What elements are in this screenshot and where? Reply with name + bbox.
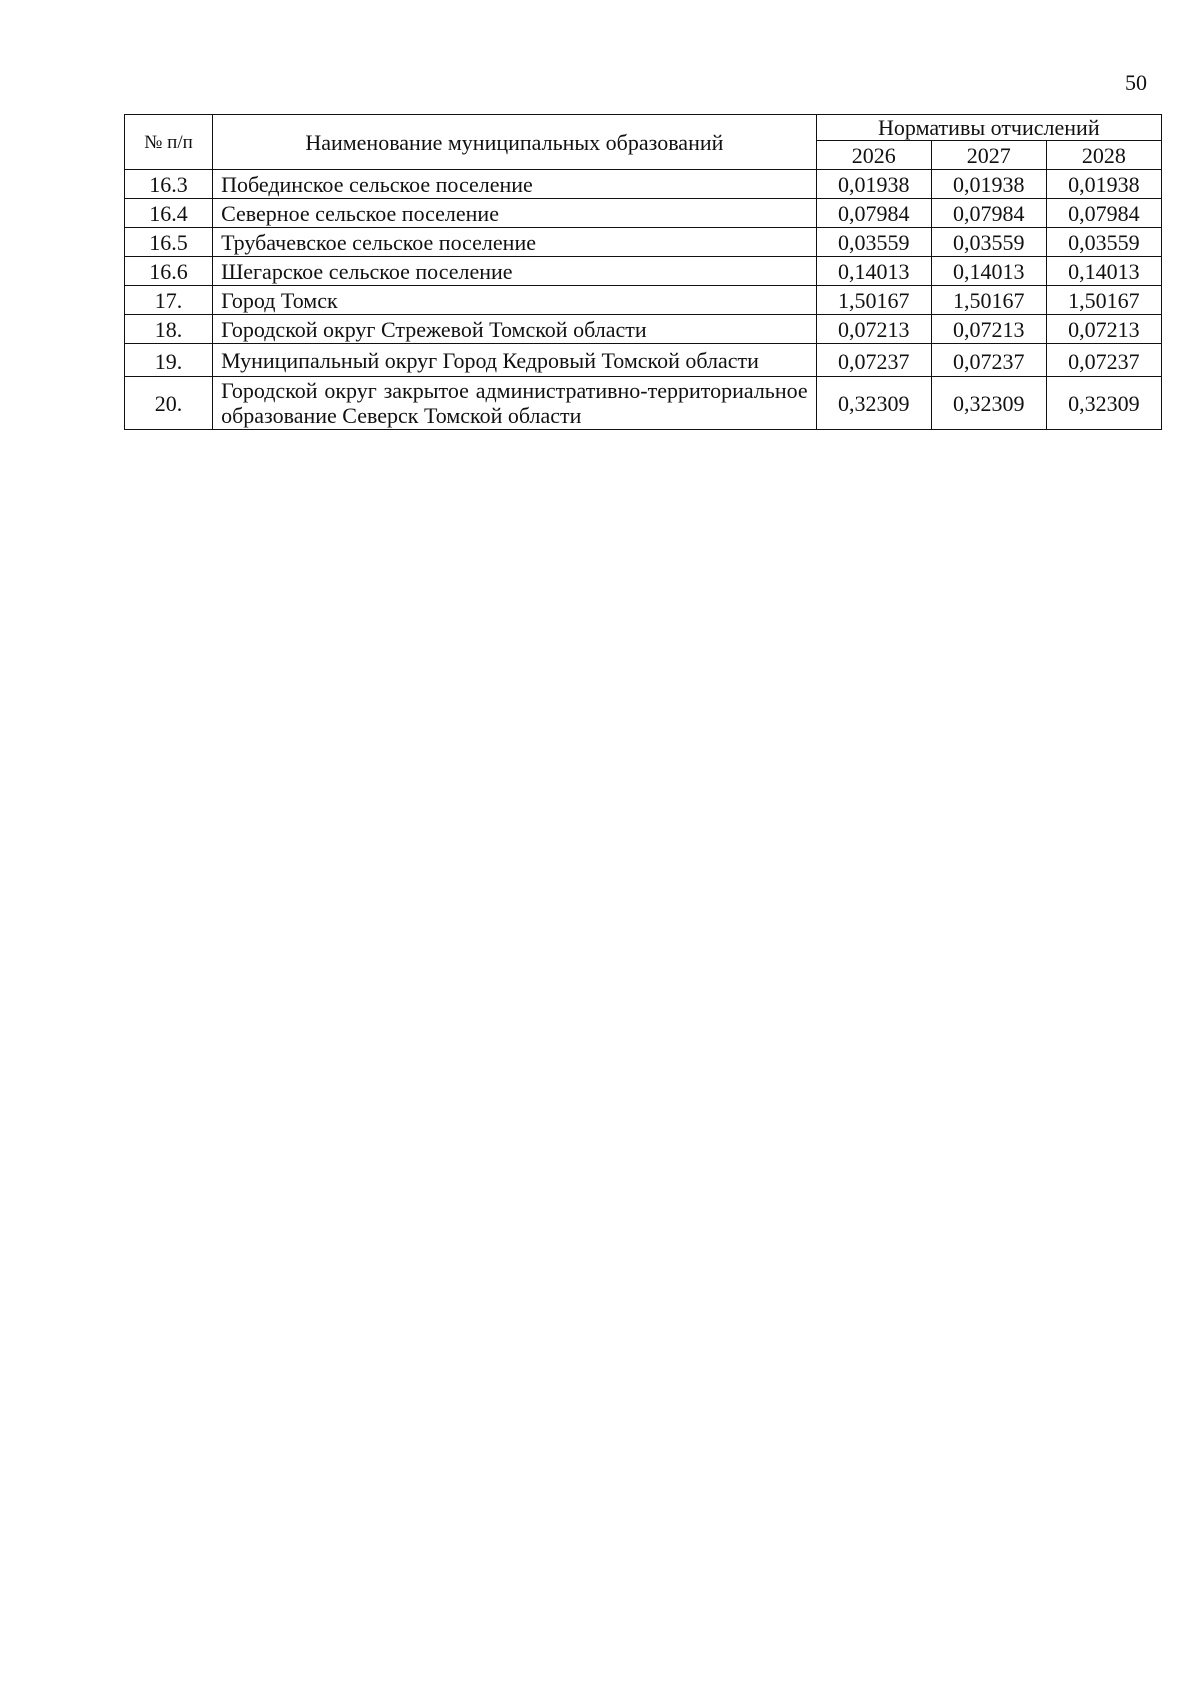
row-value-2027: 0,01938: [931, 170, 1046, 199]
header-year-2027: 2027: [931, 141, 1046, 170]
row-name: Северное сельское поселение: [213, 199, 817, 228]
row-value-2028: 0,32309: [1046, 377, 1161, 430]
table-row: [125, 257, 1162, 286]
row-value-2028: 0,07984: [1046, 199, 1161, 228]
row-value-2026: 0,07237: [816, 344, 931, 377]
table-row: [125, 170, 1162, 199]
row-name: Побединское сельское поселение: [213, 170, 817, 199]
norms-table: [124, 114, 1162, 430]
table-row: [125, 286, 1162, 315]
header-year-2026: 2026: [816, 141, 931, 170]
header-name: Наименование муниципальных образований: [213, 115, 817, 170]
row-num: 20.: [125, 377, 213, 430]
row-value-2027: 0,07984: [931, 199, 1046, 228]
row-name: Городской округ Стрежевой Томской области: [213, 315, 817, 344]
row-name: Трубачевское сельское поселение: [213, 228, 817, 257]
row-value-2026: 0,07213: [816, 315, 931, 344]
row-name: Город Томск: [213, 286, 817, 315]
row-value-2027: 0,07213: [931, 315, 1046, 344]
row-value-2026: 0,32309: [816, 377, 931, 430]
row-value-2028: 0,01938: [1046, 170, 1161, 199]
row-value-2026: 0,07984: [816, 199, 931, 228]
row-value-2026: 0,01938: [816, 170, 931, 199]
table-row: [125, 228, 1162, 257]
header-year-2028: 2028: [1046, 141, 1161, 170]
row-name: Городской округ закрытое административно-территориальное образование Северск Томской области: [213, 377, 817, 430]
table-row: [125, 315, 1162, 344]
row-num: 16.3: [125, 170, 213, 199]
row-value-2028: 0,03559: [1046, 228, 1161, 257]
row-num: 16.5: [125, 228, 213, 257]
row-value-2028: 0,14013: [1046, 257, 1161, 286]
row-num: 19.: [125, 344, 213, 377]
row-value-2028: 0,07213: [1046, 315, 1161, 344]
table-row: [125, 199, 1162, 228]
header-num: № п/п: [125, 115, 213, 170]
row-num: 18.: [125, 315, 213, 344]
row-num: 17.: [125, 286, 213, 315]
row-value-2026: 1,50167: [816, 286, 931, 315]
page-number: 50: [1125, 70, 1147, 95]
row-value-2027: 0,07237: [931, 344, 1046, 377]
row-value-2027: 0,32309: [931, 377, 1046, 430]
row-value-2026: 0,03559: [816, 228, 931, 257]
header-norms-group: Нормативы отчислений: [816, 115, 1161, 141]
row-value-2027: 1,50167: [931, 286, 1046, 315]
row-value-2028: 0,07237: [1046, 344, 1161, 377]
table-header-row: [125, 115, 1162, 141]
row-value-2027: 0,14013: [931, 257, 1046, 286]
row-value-2026: 0,14013: [816, 257, 931, 286]
row-name: Муниципальный округ Город Кедровый Томской области: [213, 344, 817, 377]
table-row: [125, 344, 1162, 377]
row-name: Шегарское сельское поселение: [213, 257, 817, 286]
table-row: [125, 377, 1162, 430]
row-num: 16.4: [125, 199, 213, 228]
row-value-2027: 0,03559: [931, 228, 1046, 257]
row-value-2028: 1,50167: [1046, 286, 1161, 315]
row-num: 16.6: [125, 257, 213, 286]
